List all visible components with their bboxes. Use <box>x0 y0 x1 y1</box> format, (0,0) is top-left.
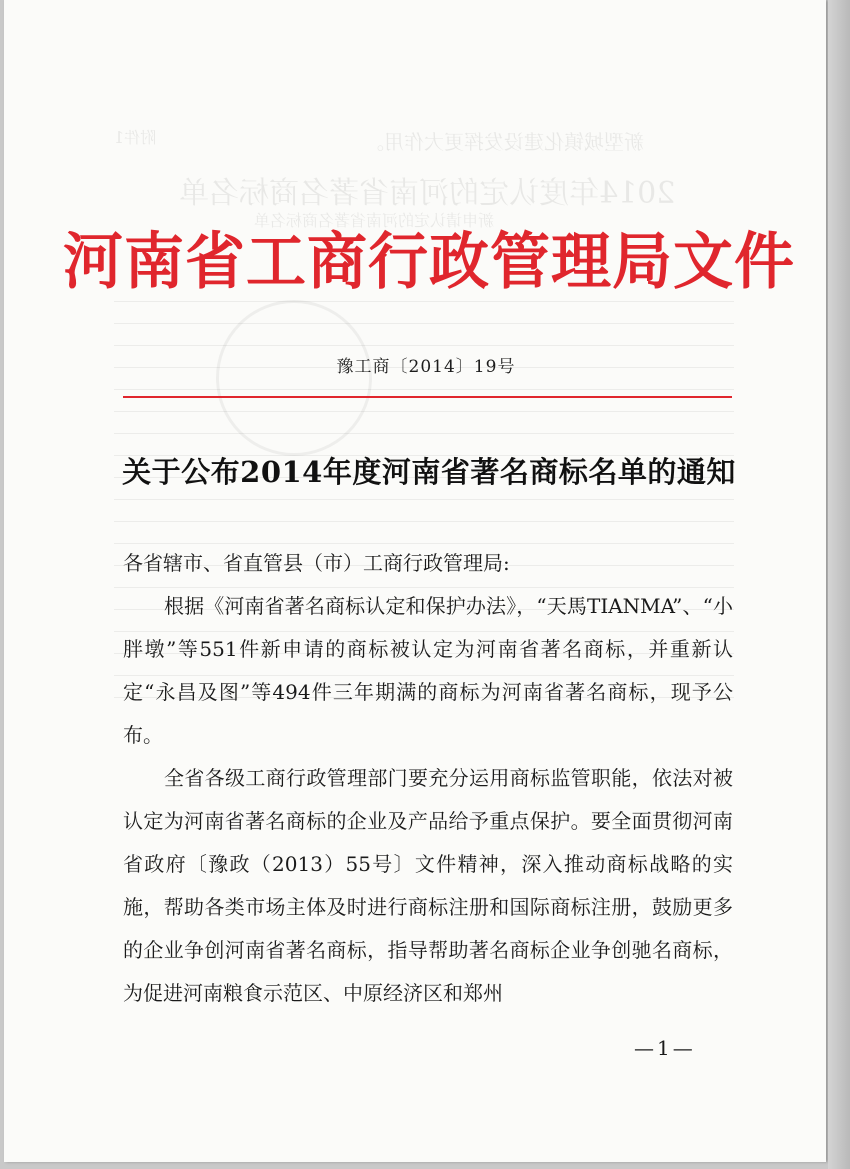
bleed-through-text: 2014年度认定的河南省著名商标名单 <box>179 176 676 211</box>
red-divider-line <box>123 396 732 398</box>
document-number: 豫工商〔2014〕19号 <box>336 357 516 377</box>
body-paragraph-2: 全省各级工商行政管理部门要充分运用商标监管职能，依法对被认定为河南省著名商标的企业及产品给予重点保护。要全面贯彻河南省政府〔豫政（2013）55号〕文件精神，深入推动商标战略的实施，帮助各类市场主体及时进行商标注册和国际商标注册，鼓励更多的企业争创河南省著名商标，指导帮助著名商标企业争创驰名商标，为促进河南粮食示范区、中原经济区和郑州 <box>123 766 733 1005</box>
document-page <box>4 0 826 1162</box>
bleed-through-text: 附件1 <box>114 128 157 147</box>
bleed-through-seal <box>216 300 372 456</box>
issuer-header-title: 河南省工商行政管理局文件 <box>63 226 795 298</box>
salutation: 各省辖市、省直管县（市）工商行政管理局: <box>123 551 510 575</box>
bleed-through-text: 新型城镇化建设发挥更大作用。 <box>364 130 644 154</box>
notice-title: 关于公布2014年度河南省著名商标名单的通知 <box>122 455 736 489</box>
body-paragraph-1: 根据《河南省著名商标认定和保护办法》，“天馬TIANMA”、“小胖墩”等551件新申请的商标被认定为河南省著名商标，并重新认定“永昌及图”等494件三年期满的商标为河南省著名商标，现予公布。 <box>123 594 733 747</box>
scan-edge <box>828 0 850 1169</box>
page-number: —1— <box>634 1036 696 1060</box>
bleed-through-text: 新申请认定的河南省著名商标名单 <box>254 211 495 230</box>
